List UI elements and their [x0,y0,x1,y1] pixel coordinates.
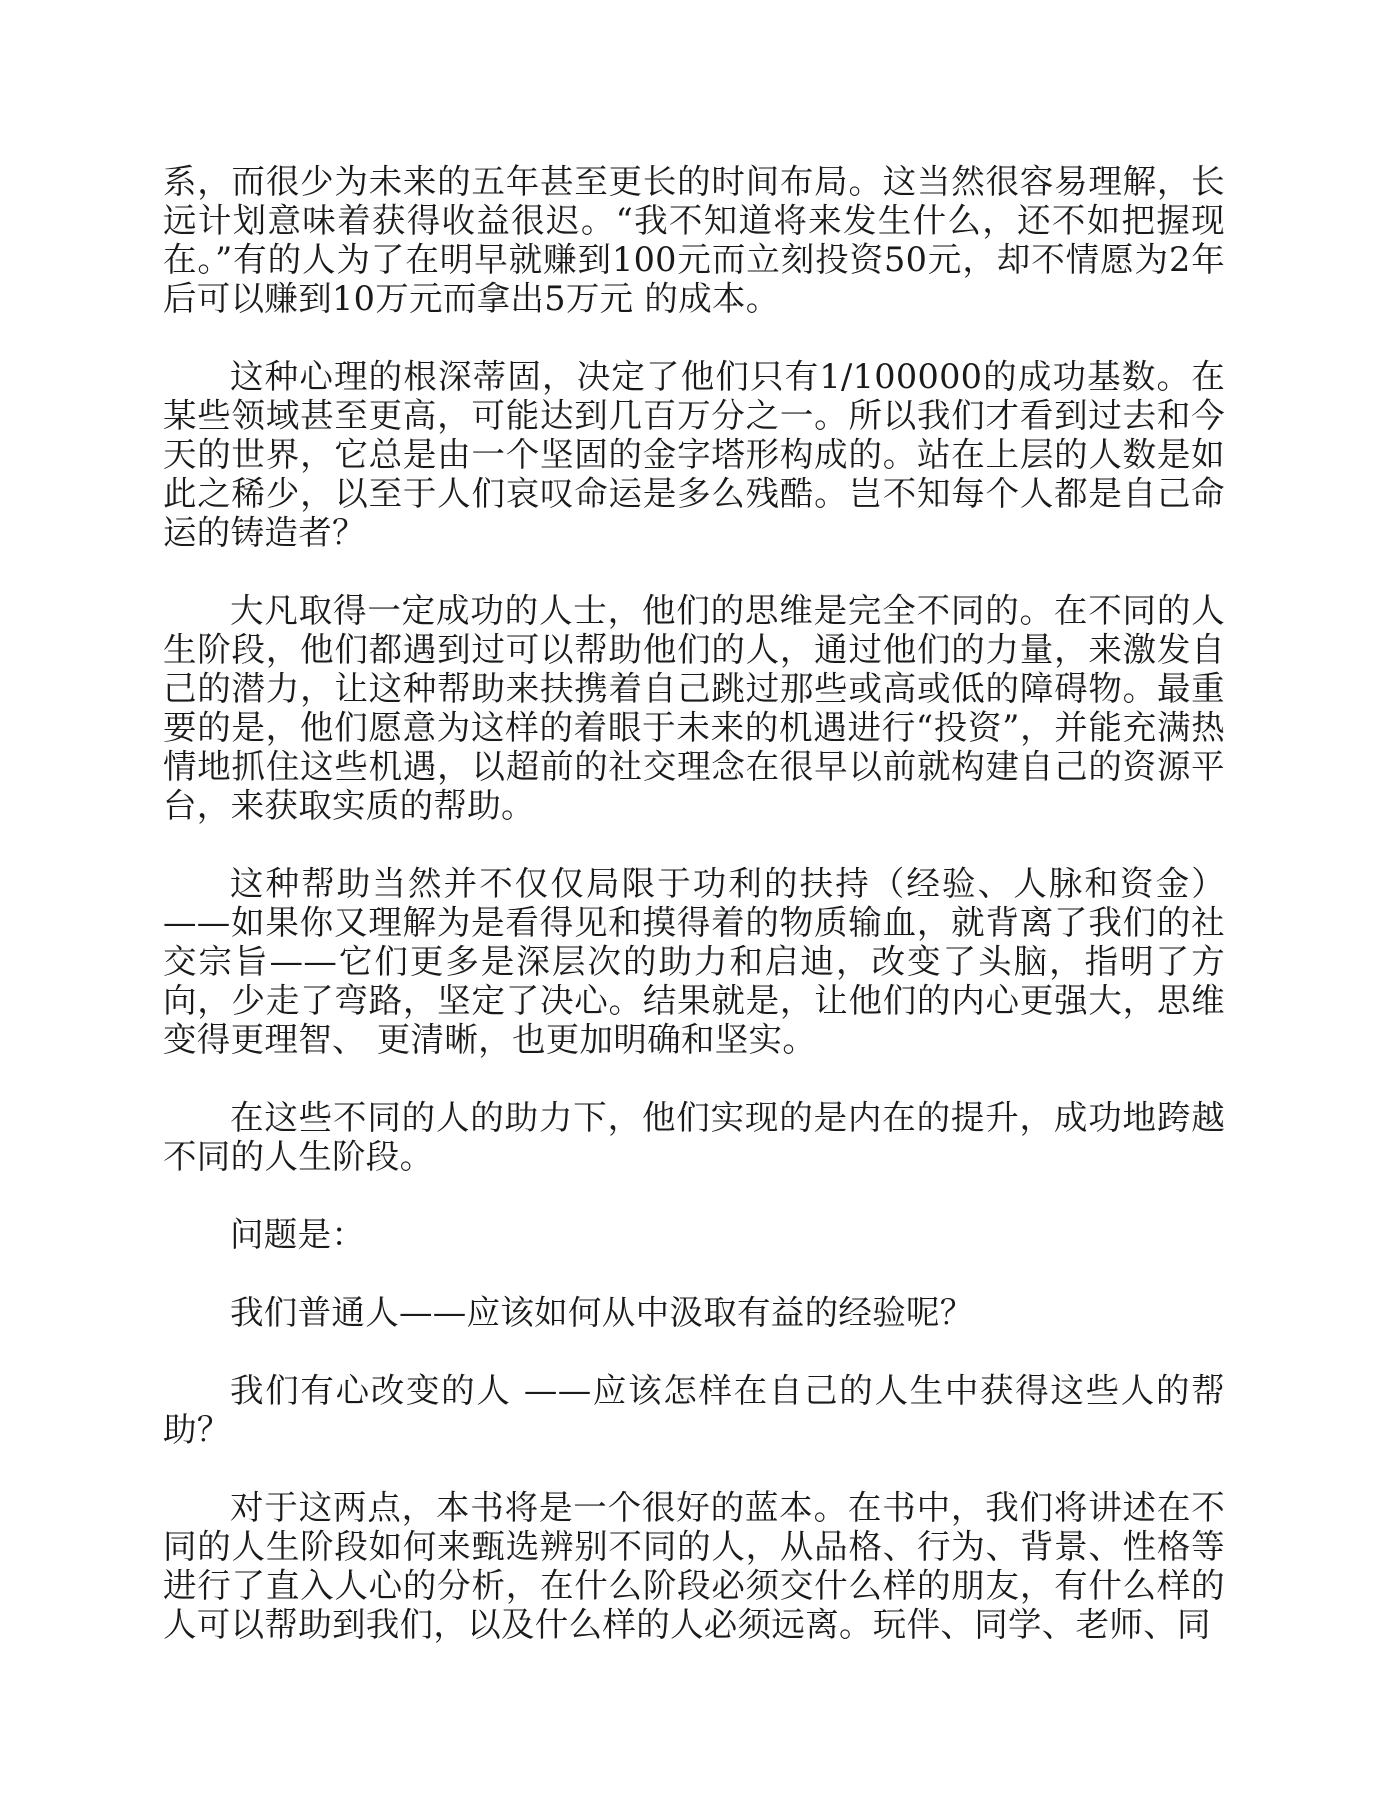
document-body [163,162,1225,1644]
paragraph-8: 我们有心改变的人 ——应该怎样在自己的人生中获得这些人的帮助？ [163,1371,1225,1449]
paragraph-2: 这种心理的根深蒂固，决定了他们只有1/100000的成功基数。在某些领域甚至更高，可能达到几百万分之一。所以我们才看到过去和今天的世界，它总是由一个坚固的金字塔形构成的。站在上层的人数是如此之稀少，以至于人们哀叹命运是多么残酷。岂不知每个人都是自己命运的铸造者？ [163,357,1225,552]
paragraph-6: 问题是： [230,1215,366,1254]
paragraph-7: 我们普通人——应该如何从中汲取有益的经验呢？ [230,1293,974,1332]
paragraph-4: 这种帮助当然并不仅仅局限于功利的扶持（经验、人脉和资金）——如果你又理解为是看得见和摸得着的物质输血，就背离了我们的社交宗旨——它们更多是深层次的助力和启迪，改变了头脑，指明了方向，少走了弯路，坚定了决心。结果就是，让他们的内心更强大，思维变得更理智、 更清晰，也更加明确和坚实。 [163,864,1225,1059]
paragraph-3: 大凡取得一定成功的人士，他们的思维是完全不同的。在不同的人生阶段，他们都遇到过可以帮助他们的人，通过他们的力量，来激发自己的潜力，让这种帮助来扶携着自己跳过那些或高或低的障碍物。最重要的是，他们愿意为这样的着眼于未来的机遇进行“投资”，并能充满热情地抓住这些机遇，以超前的社交理念在很早以前就构建自己的资源平台，来获取实质的帮助。 [163,591,1225,825]
paragraph-5: 在这些不同的人的助力下，他们实现的是内在的提升，成功地跨越不同的人生阶段。 [163,1098,1225,1176]
paragraph-1: 系，而很少为未来的五年甚至更长的时间布局。这当然很容易理解，长远计划意味着获得收益很迟。“我不知道将来发生什么，还不如把握现在。”有的人为了在明早就赚到100元而立刻投资50元，却不情愿为2年后可以赚到10万元而拿出5万元 的成本。 [163,162,1225,318]
paragraph-9: 对于这两点，本书将是一个很好的蓝本。在书中，我们将讲述在不同的人生阶段如何来甄选辨别不同的人，从品格、行为、背景、性格等进行了直入人心的分析，在什么阶段必须交什么样的朋友，有什么样的人可以帮助到我们，以及什么样的人必须远离。玩伴、同学、老师、同 [163,1488,1225,1644]
